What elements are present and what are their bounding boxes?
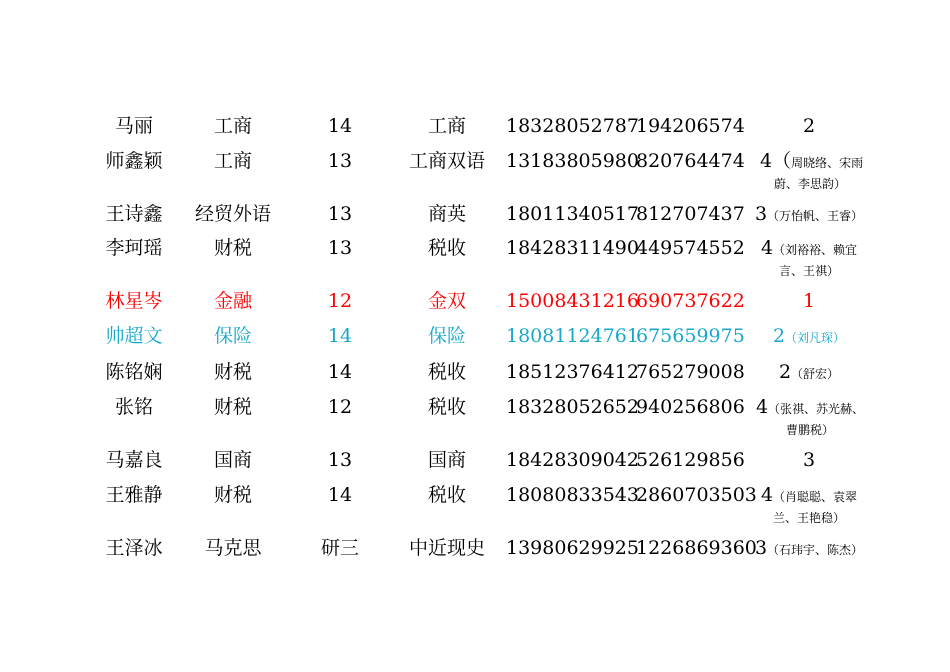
grade-cell: 研三 [320,537,359,559]
members-note-cont: 言、王祺） [778,264,839,278]
members-note: （肖聪聪、袁翠 [773,490,858,504]
count-cell [754,287,864,315]
table-row-highlight [0,287,950,315]
grade-cell: 12 [327,396,353,418]
members-note: （石玮宇、陈杰） [767,543,864,557]
college-cell: 经贸外语 [194,203,271,225]
major-cell: 税收 [427,396,466,418]
grade-cell: 13 [327,203,353,225]
qq-cell: 194206574 [636,115,745,137]
members-note: （刘凡琛） [785,331,846,345]
count-value: 3 [754,203,768,225]
phone-cell: 18081124761 [506,325,639,347]
count-value: 3 [754,537,768,559]
count-cell [754,147,870,195]
members-note: （刘裕裕、赖宜 [773,243,858,257]
qq-cell: 675659975 [636,325,745,347]
phone-cell: 18428311490 [506,237,639,259]
college-cell: 财税 [213,237,252,259]
name-cell: 马丽 [114,115,153,137]
grade-cell: 13 [327,449,353,471]
college-cell: 工商 [213,150,252,172]
name-cell: 帅超文 [105,325,163,347]
grade-cell: 14 [327,115,353,137]
count-cell [754,322,864,350]
name-cell: 王雅静 [105,484,163,506]
qq-cell: 1226869360 [636,537,757,559]
count-value: 4 [760,237,774,259]
name-cell: 林星岑 [105,290,163,312]
major-cell: 工商 [427,115,466,137]
qq-cell: 526129856 [636,449,745,471]
name-cell: 师鑫颖 [105,150,163,172]
count-value: 4（ [760,150,792,172]
grade-cell: 14 [327,361,353,383]
count-value: 2 [772,325,786,347]
table-row [0,358,950,386]
count-value: 4 [760,484,774,506]
major-cell: 国商 [427,449,466,471]
major-cell: 商英 [427,203,466,225]
grade-cell: 13 [327,150,353,172]
name-cell: 陈铭娴 [105,361,163,383]
major-cell: 工商双语 [408,150,485,172]
qq-cell: 812707437 [636,203,745,225]
phone-cell: 15008431216 [506,290,639,312]
count-cell [754,200,864,228]
count-cell [754,534,864,562]
count-cell [754,234,864,282]
phone-cell: 18512376412 [506,361,639,383]
members-note: （舒宏） [791,367,840,381]
phone-cell: 18328052652 [506,396,639,418]
college-cell: 财税 [213,396,252,418]
college-cell: 马克思 [204,537,262,559]
grade-cell: 12 [327,290,353,312]
table-row [0,534,950,562]
grade-cell: 14 [327,484,353,506]
count-cell [754,112,864,140]
qq-cell: 690737622 [636,290,745,312]
count-value: 2 [802,115,816,137]
college-cell: 工商 [213,115,252,137]
college-cell: 财税 [213,361,252,383]
name-cell: 李珂瑶 [105,237,163,259]
phone-cell: 18428309042 [506,449,639,471]
count-cell [748,393,872,441]
members-note: （万怡帆、王睿） [767,209,864,223]
count-cell [754,446,864,474]
major-cell: 金双 [427,290,466,312]
qq-cell: 765279008 [636,361,745,383]
phone-cell: 18080833543 [506,484,639,506]
members-note: 周晓络、宋雨 [791,156,864,170]
phone-cell: 18011340517 [506,203,639,225]
table-row [0,234,950,278]
college-cell: 金融 [213,290,252,312]
name-cell: 王诗鑫 [105,203,163,225]
major-cell: 中近现史 [408,537,485,559]
college-cell: 国商 [213,449,252,471]
college-cell: 保险 [213,325,252,347]
table-row [0,147,950,191]
major-cell: 税收 [427,237,466,259]
table-row [0,200,950,228]
college-cell: 财税 [213,484,252,506]
count-value: 1 [802,290,816,312]
table-row [0,393,950,437]
qq-cell: 2860703503 [636,484,757,506]
major-cell: 税收 [427,484,466,506]
major-cell: 保险 [427,325,466,347]
phone-cell: 13183805980 [506,150,639,172]
table-row-highlight [0,322,950,350]
count-value: 4 [755,396,769,418]
count-cell [754,481,864,529]
name-cell: 张铭 [114,396,153,418]
grade-cell: 14 [327,325,353,347]
major-cell: 税收 [427,361,466,383]
members-note-cont: 兰、王艳稳） [772,511,845,525]
count-value: 3 [802,449,816,471]
qq-cell: 820764474 [636,150,745,172]
phone-cell: 13980629925 [506,537,639,559]
name-cell: 马嘉良 [105,449,163,471]
table-row [0,481,950,525]
qq-cell: 940256806 [636,396,745,418]
table-row [0,112,950,140]
members-note-cont: 曹鹏税） [785,423,834,437]
members-note-cont: 蔚、李思韵） [773,177,846,191]
phone-cell: 18328052787 [506,115,639,137]
count-cell [754,358,864,386]
grade-cell: 13 [327,237,353,259]
qq-cell: 449574552 [636,237,745,259]
table-row [0,446,950,474]
members-note: （张祺、苏光赫、 [768,402,865,416]
name-cell: 王泽冰 [105,537,163,559]
count-value: 2 [778,361,792,383]
